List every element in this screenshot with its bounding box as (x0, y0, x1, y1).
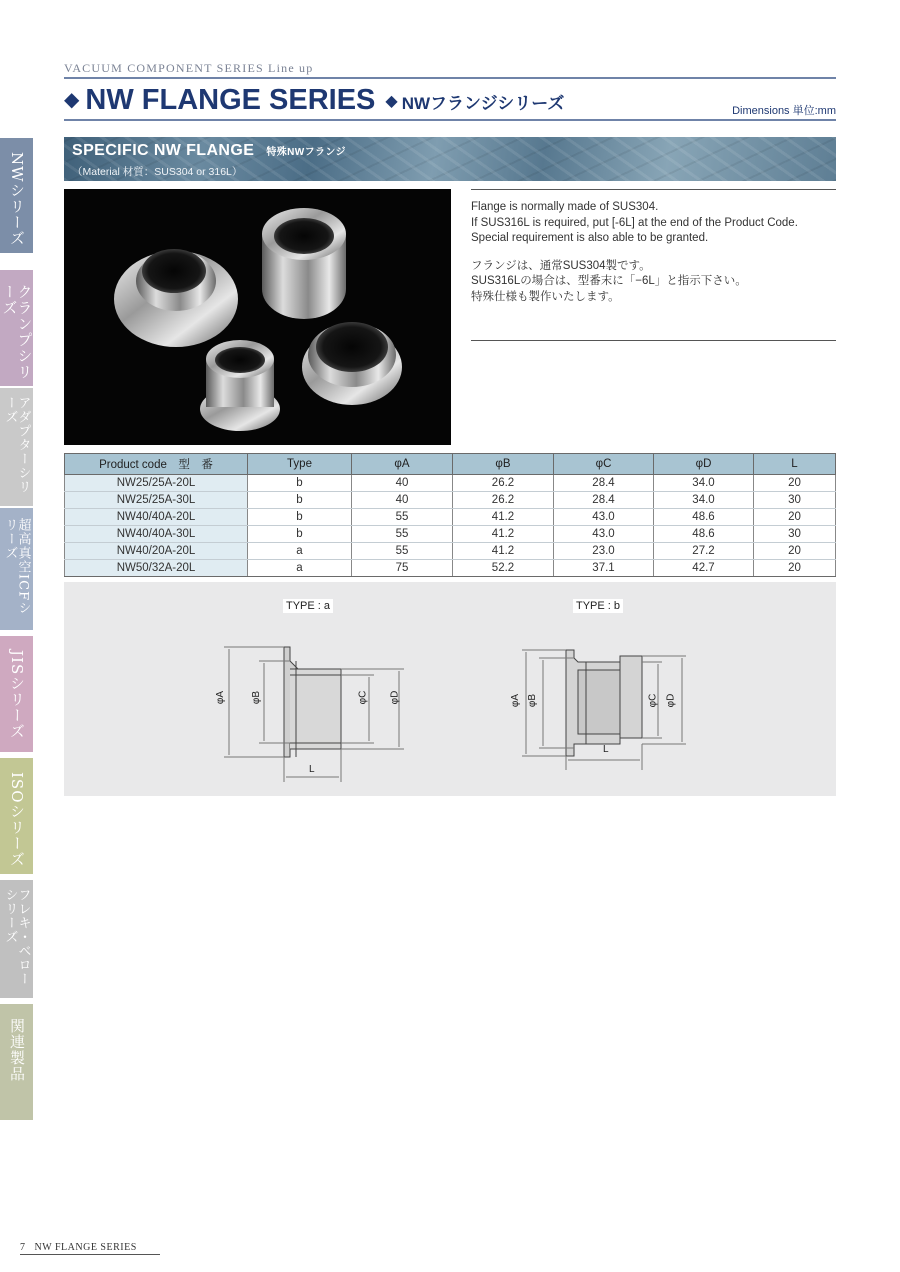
type-b-label: TYPE : b (573, 599, 623, 613)
table-cell: 41.2 (453, 509, 554, 526)
footer-text: NW FLANGE SERIES (34, 1242, 137, 1253)
dimensions-unit: Dimensions 単位:mm (732, 105, 836, 117)
table-cell: b (248, 475, 352, 492)
table-cell: 75 (352, 560, 453, 577)
column-header: φD (654, 454, 754, 475)
column-header: L (754, 454, 836, 475)
banner-title (72, 142, 346, 160)
table-cell: 20 (754, 475, 836, 492)
sidebar-tab-label: フレキ・ベローシリーズ (2, 888, 31, 986)
header-rule-top (64, 77, 836, 79)
table-cell: 55 (352, 526, 453, 543)
title-text: NW FLANGE SERIES (85, 84, 376, 116)
banner-title-en: SPECIFIC NW FLANGE (72, 142, 255, 159)
desc-en-line: Flange is normally made of SUS304. (471, 201, 659, 213)
product-code-cell: NW40/40A-20L (65, 509, 248, 526)
sidebar-tab-nw[interactable] (0, 138, 33, 253)
table-cell: 55 (352, 509, 453, 526)
desc-jp-line: 特殊仕様も製作いたします。 (471, 290, 620, 303)
sidebar-tab-jis[interactable] (0, 636, 33, 752)
dim-c: φC (647, 693, 659, 708)
product-code-cell: NW25/25A-20L (65, 475, 248, 492)
diamond-icon: ◆ (385, 93, 398, 110)
banner-material: （Material 材質：SUS304 or 316L） (72, 166, 243, 178)
table-cell: 55 (352, 543, 453, 560)
dim-a: φA (215, 690, 227, 705)
footer-rule (20, 1254, 160, 1255)
table-row (65, 475, 836, 492)
product-photo (64, 189, 451, 445)
banner-title-jp: 特殊NWフランジ (266, 147, 346, 158)
table-cell: 43.0 (554, 526, 654, 543)
sidebar-tab-label: 関連製品 (8, 1018, 26, 1082)
table-cell: 20 (754, 560, 836, 577)
column-header: φB (453, 454, 554, 475)
sidebar-tab-icf[interactable] (0, 508, 33, 630)
table-cell: 37.1 (554, 560, 654, 577)
table-cell: 28.4 (554, 475, 654, 492)
product-code-cell: NW40/40A-30L (65, 526, 248, 543)
column-header: φA (352, 454, 453, 475)
table-cell: 26.2 (453, 492, 554, 509)
table-cell: 52.2 (453, 560, 554, 577)
sidebar-tab-related[interactable] (0, 1004, 33, 1120)
sidebar-tab-label: アダプターシリーズ (2, 396, 31, 494)
sidebar-tab-label: JISシリーズ (8, 650, 26, 740)
desc-rule-bottom (471, 340, 836, 341)
sidebar-tab-label: 超高真空ICFシリーズ (2, 518, 31, 616)
table-row (65, 492, 836, 509)
table-cell: 43.0 (554, 509, 654, 526)
table-cell: b (248, 509, 352, 526)
table-cell: 30 (754, 492, 836, 509)
dim-a: φA (510, 693, 522, 708)
series-line: VACUUM COMPONENT SERIES Line up (64, 61, 314, 75)
table-cell: 48.6 (654, 509, 754, 526)
table-cell: 41.2 (453, 526, 554, 543)
page-title (64, 84, 564, 117)
subtitle-text: NWフランジシリーズ (401, 94, 565, 113)
dim-l: L (309, 764, 315, 775)
column-header: Type (248, 454, 352, 475)
sidebar-tab-label: ISOシリーズ (8, 772, 26, 868)
spec-table (64, 453, 836, 577)
table-row (65, 543, 836, 560)
desc-en-line: Special requirement is also able to be granted. (471, 232, 709, 244)
section-banner (64, 137, 836, 181)
table-cell: a (248, 560, 352, 577)
type-a-label: TYPE : a (283, 599, 333, 613)
page-number: 7 (20, 1242, 26, 1253)
table-cell: 28.4 (554, 492, 654, 509)
table-cell: 26.2 (453, 475, 554, 492)
header-rule-bottom (64, 119, 836, 121)
table-cell: 48.6 (654, 526, 754, 543)
dim-c: φC (357, 690, 369, 705)
product-code-cell: NW50/32A-20L (65, 560, 248, 577)
table-cell: b (248, 492, 352, 509)
page-footer (20, 1242, 137, 1253)
table-cell: 42.7 (654, 560, 754, 577)
product-code-cell: NW40/20A-20L (65, 543, 248, 560)
sidebar-tab-flexible[interactable] (0, 880, 33, 998)
column-header: Product code 型 番 (65, 454, 248, 475)
flange-photo-illustration (64, 189, 451, 445)
table-row (65, 526, 836, 543)
dim-b: φB (251, 690, 263, 705)
table-cell: 34.0 (654, 492, 754, 509)
page-subtitle (385, 89, 564, 114)
desc-en-line: If SUS316L is required, put [-6L] at the end of the Product Code. (471, 216, 798, 229)
table-row (65, 509, 836, 526)
dim-d: φD (389, 690, 401, 705)
dim-l: L (603, 744, 609, 755)
desc-jp-line: SUS316Lの場合は、型番末に「−6L」と指示下さい。 (471, 275, 747, 287)
table-cell: 40 (352, 492, 453, 509)
sidebar-tab-clamp[interactable] (0, 270, 33, 386)
table-cell: 34.0 (654, 475, 754, 492)
column-header: φC (554, 454, 654, 475)
product-code-cell: NW25/25A-30L (65, 492, 248, 509)
sidebar-tab-label: クランプシリーズ (0, 284, 34, 380)
desc-jp-line: フランジは、通常SUS304製です。 (471, 259, 651, 272)
sidebar-tab-adapter[interactable] (0, 388, 33, 506)
table-cell: a (248, 543, 352, 560)
table-cell: 23.0 (554, 543, 654, 560)
table-cell: 41.2 (453, 543, 554, 560)
desc-rule-top (471, 189, 836, 190)
diamond-icon: ◆ (64, 89, 80, 111)
sidebar-tab-iso[interactable] (0, 758, 33, 874)
table-cell: 20 (754, 543, 836, 560)
table-row (65, 560, 836, 577)
dim-b: φB (527, 693, 539, 708)
table-cell: 27.2 (654, 543, 754, 560)
table-cell: b (248, 526, 352, 543)
dim-d: φD (665, 693, 677, 708)
sidebar-tab-label: NWシリーズ (8, 152, 26, 247)
table-cell: 40 (352, 475, 453, 492)
table-header-row (65, 454, 836, 475)
table-cell: 20 (754, 509, 836, 526)
diagram-area (64, 582, 836, 796)
description (471, 200, 836, 305)
table-cell: 30 (754, 526, 836, 543)
